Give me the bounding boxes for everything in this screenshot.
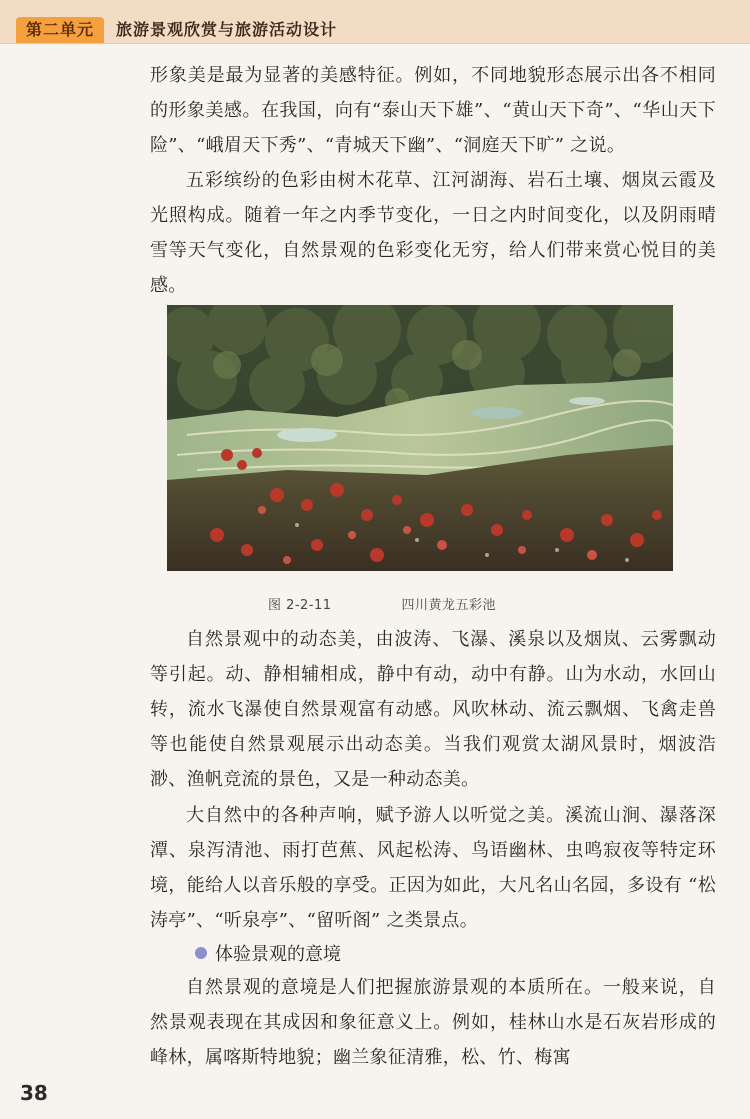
figure-caption	[0, 594, 750, 613]
figure-title: 四川黄龙五彩池	[401, 598, 497, 613]
paragraph-sound-beauty: 大自然中的各种声响，赋予游人以听觉之美。溪流山涧、瀑落深潭、泉泻清池、雨打芭蕉、风起松涛、鸟语幽林、虫鸣寂夜等特定环境，能给人以音乐般的享受。正因为如此，大凡名山名园，多设有 “松涛亭”、“听泉亭”、“留听阁” 之类景点。	[150, 805, 716, 931]
page-number: 38	[20, 1081, 48, 1105]
paragraph-shape-beauty: 形象美是最为显著的美感特征。例如，不同地貌形态展示出各不相同的形象美感。在我国，向有“泰山天下雄”、“黄山天下奇”、“华山天下险”、“峨眉天下秀”、“青城天下幽”、“洞庭天下旷” 之说。	[150, 65, 716, 156]
paragraph-artistic-conception: 自然景观的意境是人们把握旅游景观的本质所在。一般来说，自然景观表现在其成因和象征意义上。例如，桂林山水是石灰岩形成的峰林，属喀斯特地貌；幽兰象征清雅，松、竹、梅寓	[150, 977, 716, 1068]
running-header	[0, 0, 750, 44]
figure-photo-huanglong-pools	[167, 305, 673, 571]
section-heading-text: 体验景观的意境	[215, 944, 341, 965]
figure-number: 图 2-2-11	[267, 598, 332, 613]
unit-title: 旅游景观欣赏与旅游活动设计	[116, 20, 338, 39]
paragraph-dynamic-beauty: 自然景观中的动态美，由波涛、飞瀑、溪泉以及烟岚、云雾飘动等引起。动、静相辅相成，静中有动，动中有静。山为水动，水回山转，流水飞瀑使自然景观富有动感。风吹林动、流云飘烟、飞禽走兽等也能使自然景观展示出动态美。当我们观赏太湖风景时，烟波浩渺、渔帆竞流的景色，又是一种动态美。	[150, 629, 716, 790]
bullet-dot-icon	[195, 947, 207, 959]
paragraph-color-beauty: 五彩缤纷的色彩由树木花草、江河湖海、岩石土壤、烟岚云霞及光照构成。随着一年之内季节变化，一日之内时间变化，以及阴雨晴雪等天气变化，自然景观的色彩变化无穷，给人们带来赏心悦目的美感。	[150, 170, 716, 296]
unit-badge: 第二单元	[16, 17, 104, 43]
section-heading	[195, 941, 341, 969]
